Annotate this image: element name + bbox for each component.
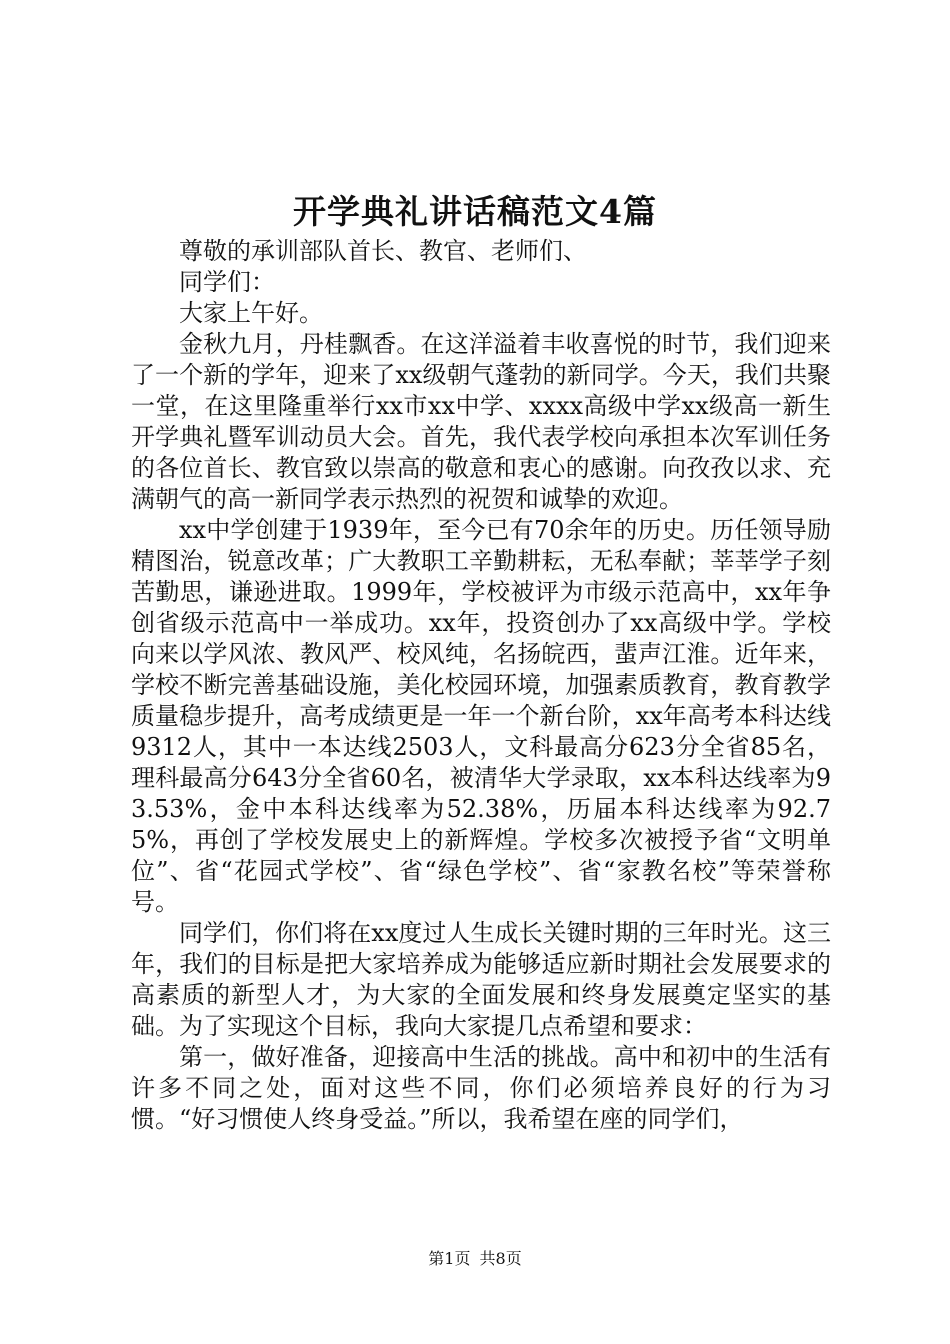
document-title: 开学典礼讲话稿范文4篇 [293,192,657,231]
page-footer [0,1246,950,1269]
salutation-line-1: 尊敬的承训部队首长、教官、老师们、 [179,237,587,265]
greeting-paragraph: 大家上午好。 [179,299,323,327]
body-paragraph: 金秋九月，丹桂飘香。在这洋溢着丰收喜悦的时节，我们迎来了一个新的学年，迎来了xx级朝气蓬勃的新同学。今天，我们共聚一堂，在这里隆重举行xx市xx中学、xxxx高级中学xx级高一新生开学典礼暨军训动员大会。首先，我代表学校向承担本次军训任务的各位首长、教官致以崇高的敬意和衷心的感谢。向孜孜以求、充满朝气的高一新同学表示热烈的祝贺和诚挚的欢迎。 [131,330,831,513]
page-total: 共8页 [479,1249,522,1268]
body-paragraph: 同学们，你们将在xx度过人生成长关键时期的三年时光。这三年，我们的目标是把大家培养成为能够适应新时期社会发展要求的高素质的新型人才，为大家的全面发展和终身发展奠定坚实的基础。为了实现这个目标，我向大家提几点希望和要求： [131,919,831,1040]
document-body [131,236,831,1135]
body-paragraph: 第一，做好准备，迎接高中生活的挑战。高中和初中的生活有许多不同之处，面对这些不同，你们必须培养良好的行为习惯。“好习惯使人终身受益。”所以，我希望在座的同学们， [131,1043,831,1133]
salutation-line-2: 同学们： [179,268,275,296]
body-paragraph: xx中学创建于1939年，至今已有70余年的历史。历任领导励精图治，锐意改革；广大教职工辛勤耕耘，无私奉献；莘莘学子刻苦勤思，谦逊进取。1999年，学校被评为市级示范高中，xx年争创省级示范高中一举成功。xx年，投资创办了xx高级中学。学校向来以学风浓、教风严、校风纯，名扬皖西，蜚声江淮。近年来，学校不断完善基础设施，美化校园环境，加强素质教育，教育教学质量稳步提升，高考成绩更是一年一个新台阶，xx年高考本科达线9312人，其中一本达线2503人，文科最高分623分全省85名，理科最高分643分全省60名，被清华大学录取，xx本科达线率为93.53%，金中本科达线率为52.38%，历届本科达线率为92.75%，再创了学校发展史上的新辉煌。学校多次被授予省“文明单位”、省“花园式学校”、省“绿色学校”、省“家教名校”等荣誉称号。 [131,516,831,916]
page-number: 第1页 [428,1249,471,1268]
